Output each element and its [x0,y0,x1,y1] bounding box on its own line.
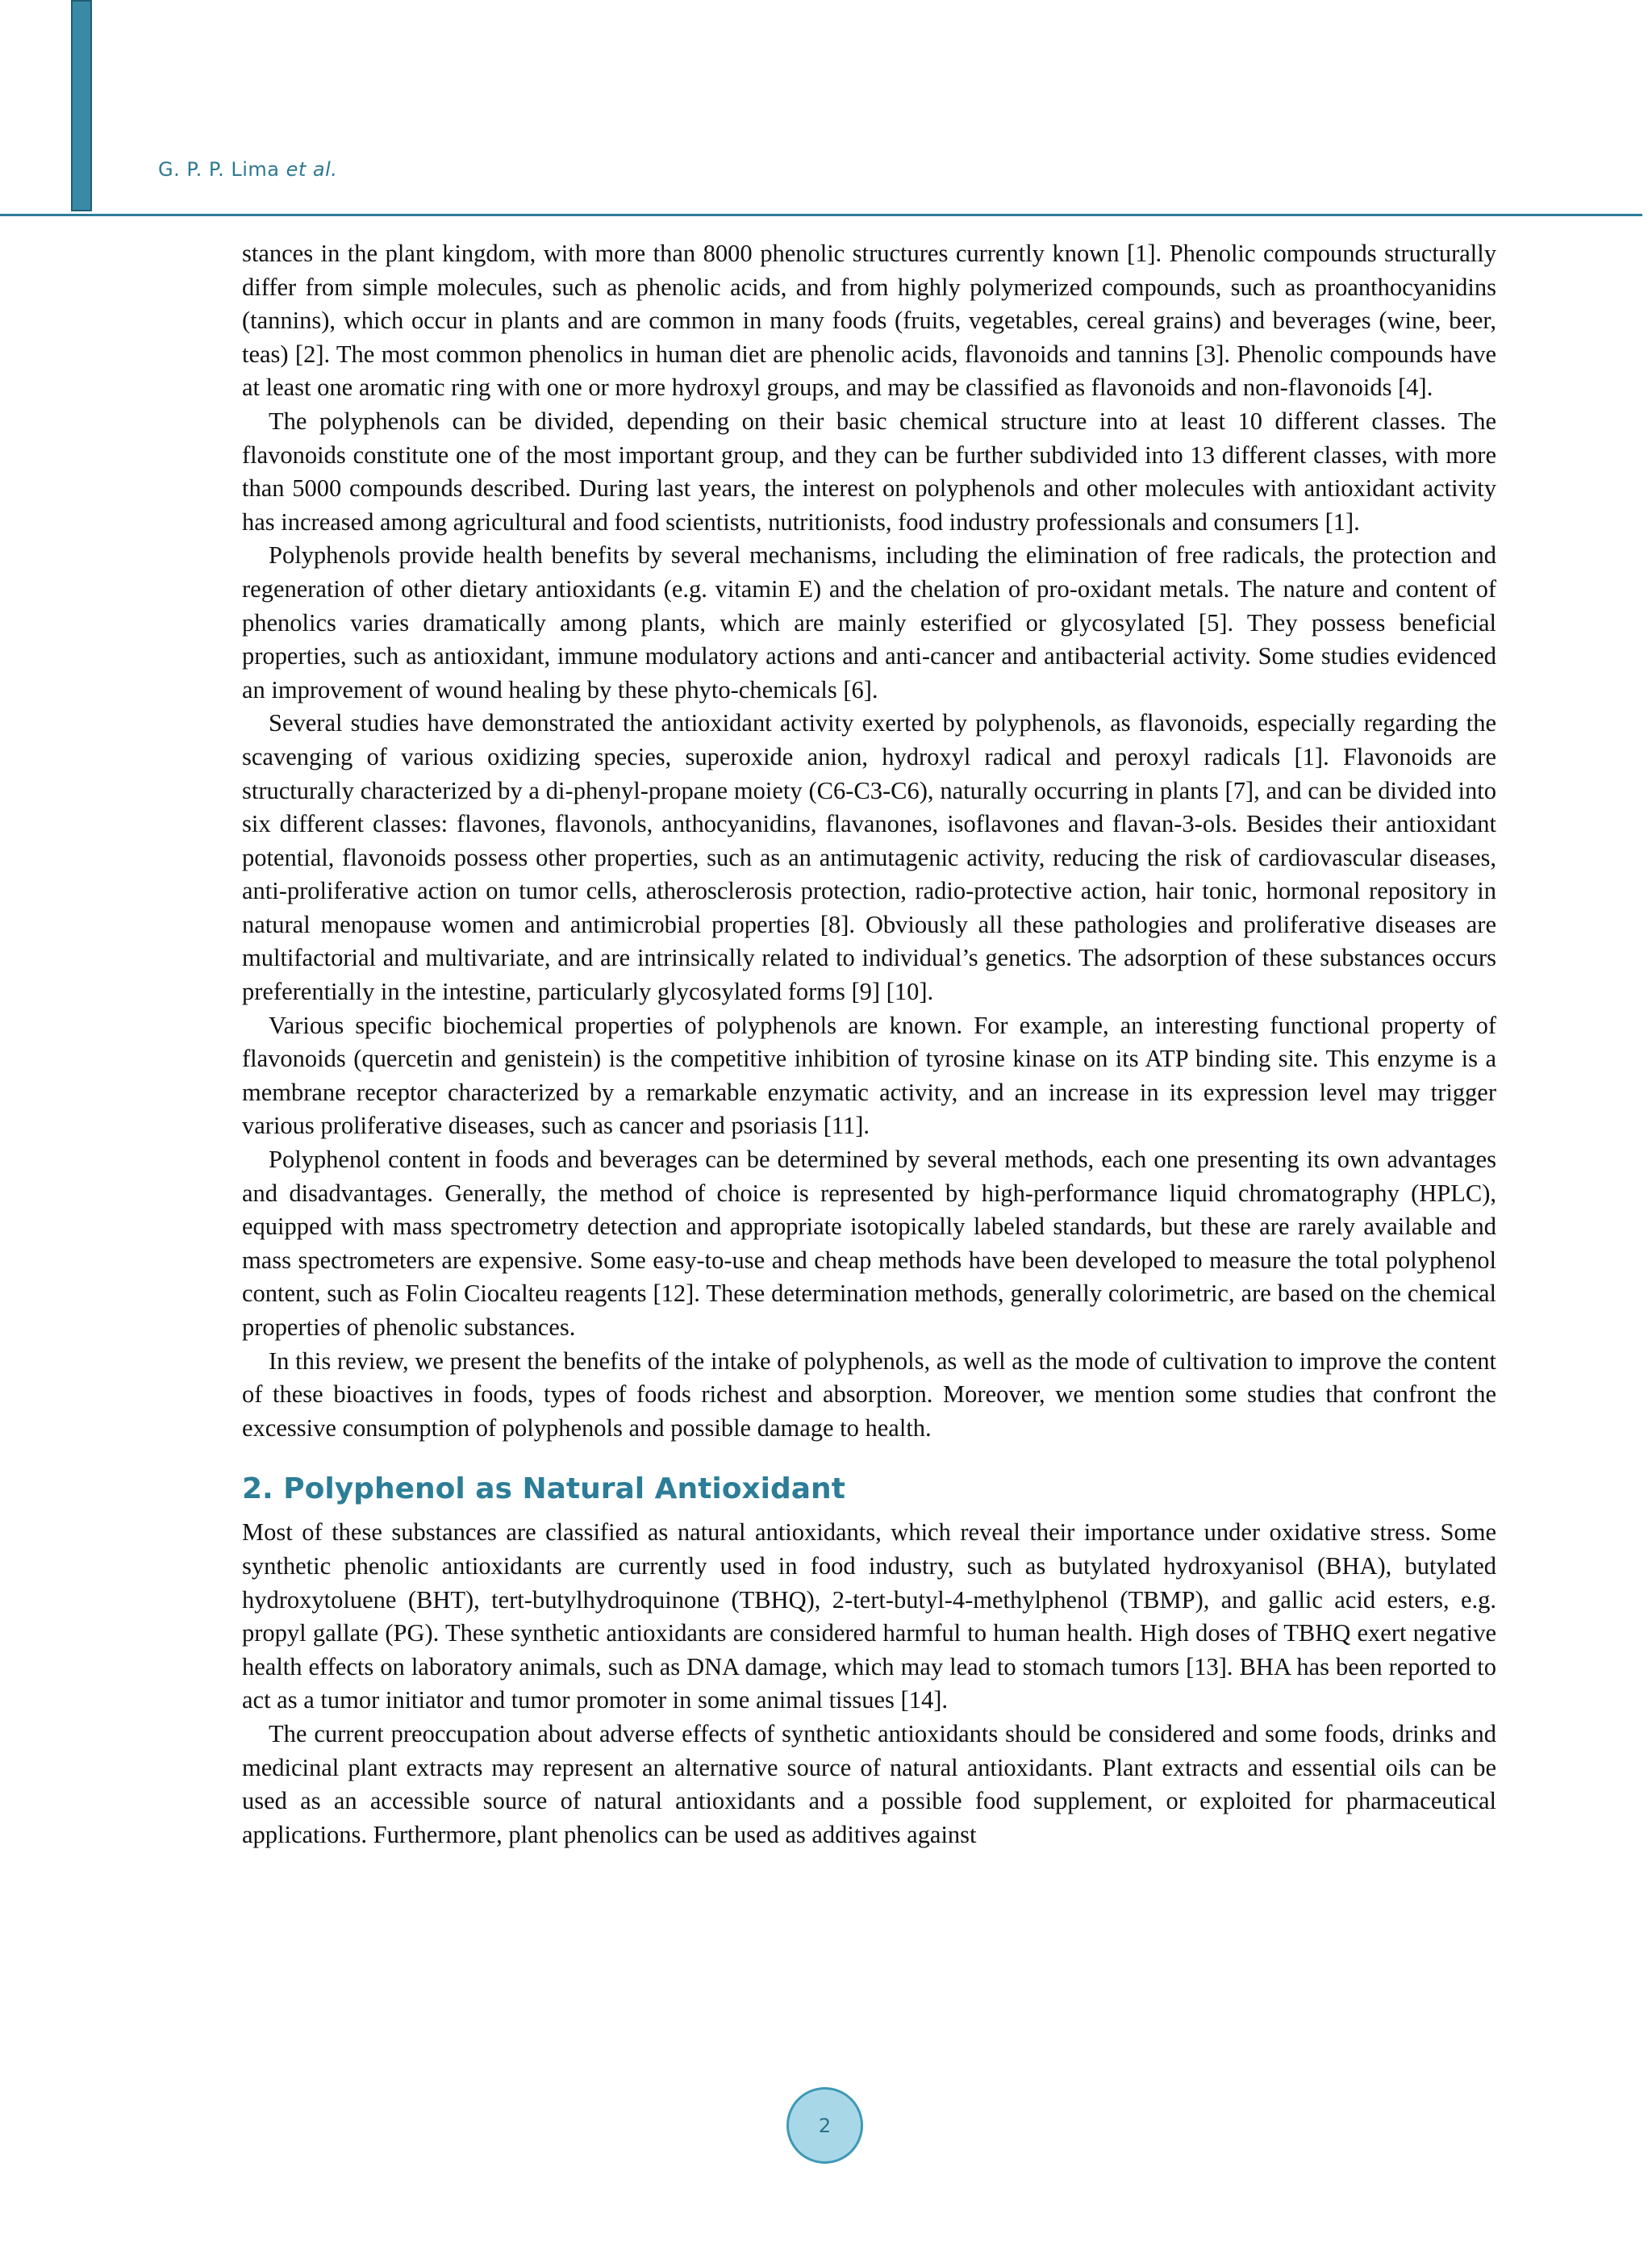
header-accent-bar [71,0,92,211]
page-number-badge [786,2087,863,2164]
author-name: G. P. P. Lima [158,158,280,181]
article-body [242,237,1496,1852]
paragraph: Polyphenols provide health benefits by several mechanisms, including the elimination of free radicals, the protection and regeneration of other dietary antioxidants (e.g. vitamin E) and the chelation of pro-oxidant metals. The nature and content of phenolics varies dramatically among plants, which are mainly esterified or glycosylated [5]. They possess beneficial properties, such as antioxidant, immune modulatory actions and anti-cancer and antibacterial activity. Some studies evidenced an improvement of wound healing by these phyto-chemicals [6]. [242,541,1496,703]
author-et-al: et al. [286,158,338,181]
paragraph: Several studies have demonstrated the antioxidant activity exerted by polyphenols, as flavonoids, especially regarding the scavenging of various oxidizing species, superoxide anion, hydroxyl radical and peroxyl radicals [1]. Flavonoids are structurally characterized by a di-phenyl-propane moiety (C6-C3-C6), naturally occurring in plants [7], and can be divided into six different classes: flavones, flavonols, anthocyanidins, flavanones, isoflavones and flavan-3-ols. Besides their antioxidant potential, flavonoids possess other properties, such as an antimutagenic activity, reducing the risk of cardiovascular diseases, anti-proliferative action on tumor cells, atherosclerosis protection, radio-protective action, hair tonic, hormonal repository in natural menopause women and antimicrobial properties [8]. Obviously all these pathologies and proliferative diseases are multifactorial and multivariate, and are intrinsically related to individual’s genetics. The adsorption of these substances occurs preferentially in the intestine, particularly glycosylated forms [9] [10]. [242,709,1496,1006]
section-heading: 2. Polyphenol as Natural Antioxidant [242,1472,845,1506]
header-divider [0,214,1642,216]
paragraph: Polyphenol content in foods and beverages can be determined by several methods, each one presenting its own advantages and disadvantages. Generally, the method of choice is represented by high-performance liquid chromatography (HPLC), equipped with mass spectrometry detection and appropriate isotopically labeled standards, but these are rarely available and mass spectrometers are expensive. Some easy-to-use and cheap methods have been developed to measure the total polyphenol content, such as Folin Ciocalteu reagents [12]. These determination methods, generally colorimetric, are based on the chemical properties of phenolic substances. [242,1146,1496,1341]
paragraph: Various specific biochemical properties of polyphenols are known. For example, an interesting functional property of flavonoids (quercetin and genistein) is the competitive inhibition of tyrosine kinase on its ATP binding site. This enzyme is a membrane receptor characterized by a remarkable enzymatic activity, and an increase in its expression level may trigger various proliferative diseases, such as cancer and psoriasis [11]. [242,1011,1496,1140]
running-header-author [158,158,337,181]
paragraph: The polyphenols can be divided, depending on their basic chemical structure into at least 10 different classes. The flavonoids constitute one of the most important group, and they can be further subdivided into 13 different classes, with more than 5000 compounds described. During last years, the interest on polyphenols and other molecules with antioxidant activity has increased among agricultural and food scientists, nutritionists, food industry professionals and consumers [1]. [242,407,1496,536]
paragraph: stances in the plant kingdom, with more than 8000 phenolic structures currently known [1]. Phenolic compounds structurally differ from simple molecules, such as phenolic acids, and from highly polymerized compounds, such as proanthocyanidins (tannins), which occur in plants and are common in many foods (fruits, vegetables, cereal grains) and beverages (wine, beer, teas) [2]. The most common phenolics in human diet are phenolic acids, flavonoids and tannins [3]. Phenolic compounds have at least one aromatic ring with one or more hydroxyl groups, and may be classified as flavonoids and non-flavonoids [4]. [242,240,1496,402]
paragraph: In this review, we present the benefits of the intake of polyphenols, as well as the mode of cultivation to improve the content of these bioactives in foods, types of foods richest and absorption. Moreover, we mention some studies that confront the excessive consumption of polyphenols and possible damage to health. [242,1346,1496,1442]
paragraph: Most of these substances are classified as natural antioxidants, which reveal their importance under oxidative stress. Some synthetic phenolic antioxidants are currently used in food industry, such as butylated hydroxyanisol (BHA), butylated hydroxytoluene (BHT), tert-butylhydroquinone (TBHQ), 2-tert-butyl-4-methylphenol (TBMP), and gallic acid esters, e.g. propyl gallate (PG). These synthetic antioxidants are considered harmful to human health. High doses of TBHQ exert negative health effects on laboratory animals, such as DNA damage, which may lead to stomach tumors [13]. BHA has been reported to act as a tumor initiator and tumor promoter in some animal tissues [14]. [242,1518,1496,1714]
paragraph: The current preoccupation about adverse effects of synthetic antioxidants should be considered and some foods, drinks and medicinal plant extracts may represent an alternative source of natural antioxidants. Plant extracts and essential oils can be used as an accessible source of natural antioxidants and a possible food supplement, or exploited for pharmaceutical applications. Furthermore, plant phenolics can be used as additives against [242,1719,1496,1848]
page-number: 2 [818,2114,832,2137]
